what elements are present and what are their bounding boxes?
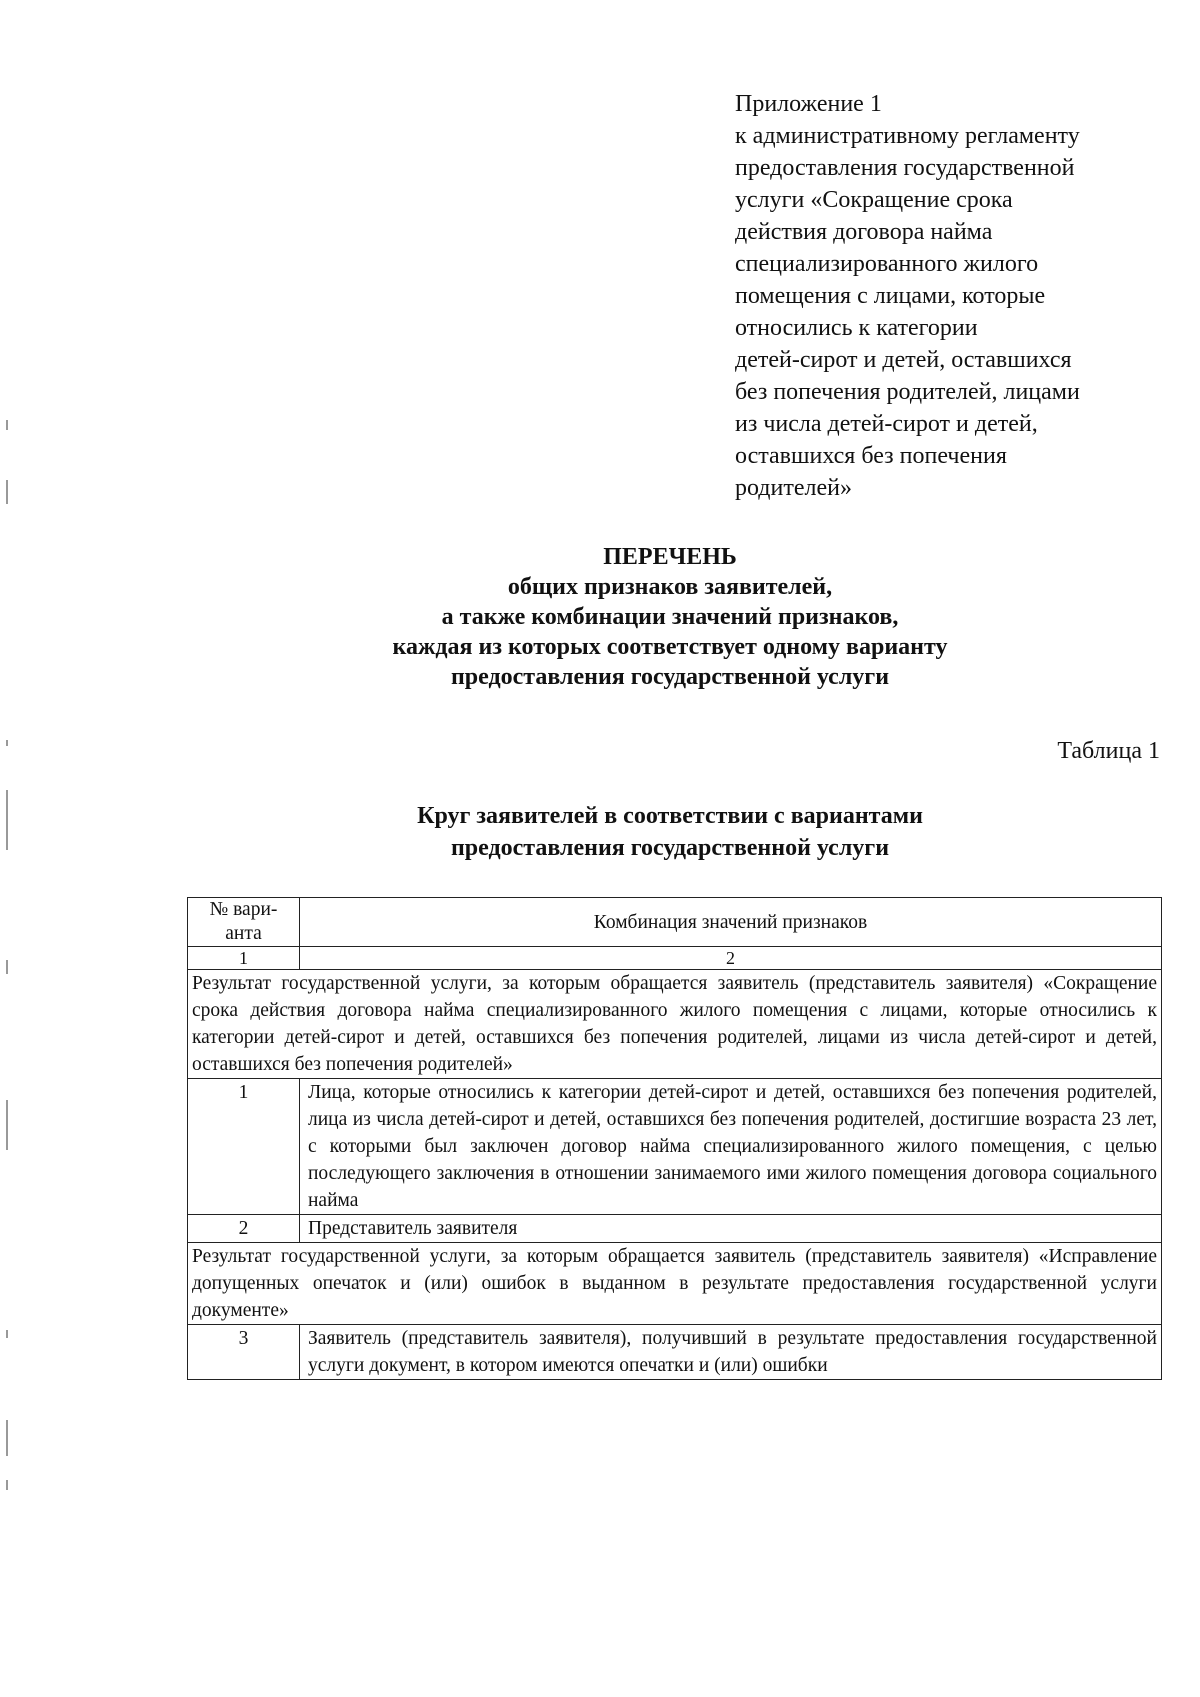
appendix-line: специализированного жилого <box>735 251 1039 277</box>
scan-mark <box>6 1420 8 1456</box>
heading-subtitle-line: каждая из которых соответствует одному варианту <box>392 634 948 660</box>
document-heading <box>180 542 1160 692</box>
variant-number: 1 <box>188 1079 300 1215</box>
heading-subtitle-line: предоставления государственной услуги <box>450 664 890 690</box>
result-cell: Результат государственной услуги, за которым обращается заявитель (представитель заявителя) «Сокращение срока действия договора найма специализированного жилого помещения с лицами, которые относились к категории детей-сирот и детей, оставшихся без попечения родителей, лицами из числа детей-сирот и детей, оставшихся без попечения родителей» <box>188 970 1162 1079</box>
variant-description: Заявитель (представитель заявителя), получивший в результате предоставления государственной услуги документ, в котором имеются опечатки и (или) ошибки <box>300 1325 1162 1380</box>
table-row <box>188 1079 1162 1215</box>
appendix-line: помещения с лицами, которые <box>735 283 1046 309</box>
appendix-line: оставшихся без попечения <box>735 443 1007 469</box>
column-number: 2 <box>300 947 1162 970</box>
column-number-row <box>188 947 1162 970</box>
column-number: 1 <box>188 947 300 970</box>
variants-table <box>187 897 1162 1380</box>
table-row <box>188 1325 1162 1380</box>
scan-mark <box>6 1480 8 1490</box>
scan-mark <box>6 420 8 430</box>
variant-description: Лица, которые относились к категории детей-сирот и детей, оставшихся без попечения родителей, лица из числа детей-сирот и детей, оставшихся без попечения родителей, достигшие возраста 23 лет, с которыми был заключен договор найма специализированного жилого помещения, с целью последующего заключения в отношении занимаемого ими жилого помещения договора социального найма <box>300 1079 1162 1215</box>
header-variant-number: № вари-анта <box>188 898 300 947</box>
variant-description: Представитель заявителя <box>300 1215 1162 1243</box>
appendix-line: без попечения родителей, лицами <box>735 379 1080 405</box>
scan-mark <box>6 740 8 746</box>
table-header-row <box>188 898 1162 947</box>
scan-mark <box>6 480 8 504</box>
heading-title: ПЕРЕЧЕНЬ <box>603 544 737 570</box>
result-row <box>188 970 1162 1079</box>
table-title <box>180 800 1160 864</box>
appendix-line: предоставления государственной <box>735 155 1075 181</box>
result-row <box>188 1243 1162 1325</box>
header-combination: Комбинация значений признаков <box>300 898 1162 947</box>
appendix-line: из числа детей-сирот и детей, <box>735 411 1038 437</box>
scan-edge-marks <box>6 0 12 1697</box>
appendix-line: к административному регламенту <box>735 123 1080 149</box>
appendix-line: услуги «Сокращение срока <box>735 187 1013 213</box>
scan-mark <box>6 960 8 974</box>
table-row <box>188 1215 1162 1243</box>
table-label: Таблица 1 <box>1057 738 1160 764</box>
variant-number: 3 <box>188 1325 300 1380</box>
scan-mark <box>6 1100 8 1150</box>
table-title-line: предоставления государственной услуги <box>450 835 890 861</box>
appendix-line: родителей» <box>735 475 852 501</box>
heading-subtitle-line: общих признаков заявителей, <box>507 574 833 600</box>
appendix-line: действия договора найма <box>735 219 993 245</box>
heading-subtitle-line: а также комбинации значений признаков, <box>441 604 899 630</box>
appendix-line: относились к категории <box>735 315 978 341</box>
appendix-block <box>735 88 1175 504</box>
appendix-line: детей-сирот и детей, оставшихся <box>735 347 1072 373</box>
scan-mark <box>6 790 8 850</box>
result-cell: Результат государственной услуги, за которым обращается заявитель (представитель заявителя) «Исправление допущенных опечаток и (или) ошибок в выданном в результате предоставления государственной услуги документе» <box>188 1243 1162 1325</box>
appendix-line: Приложение 1 <box>735 91 882 117</box>
scan-mark <box>6 1330 8 1338</box>
table-title-line: Круг заявителей в соответствии с вариантами <box>417 803 923 829</box>
variant-number: 2 <box>188 1215 300 1243</box>
